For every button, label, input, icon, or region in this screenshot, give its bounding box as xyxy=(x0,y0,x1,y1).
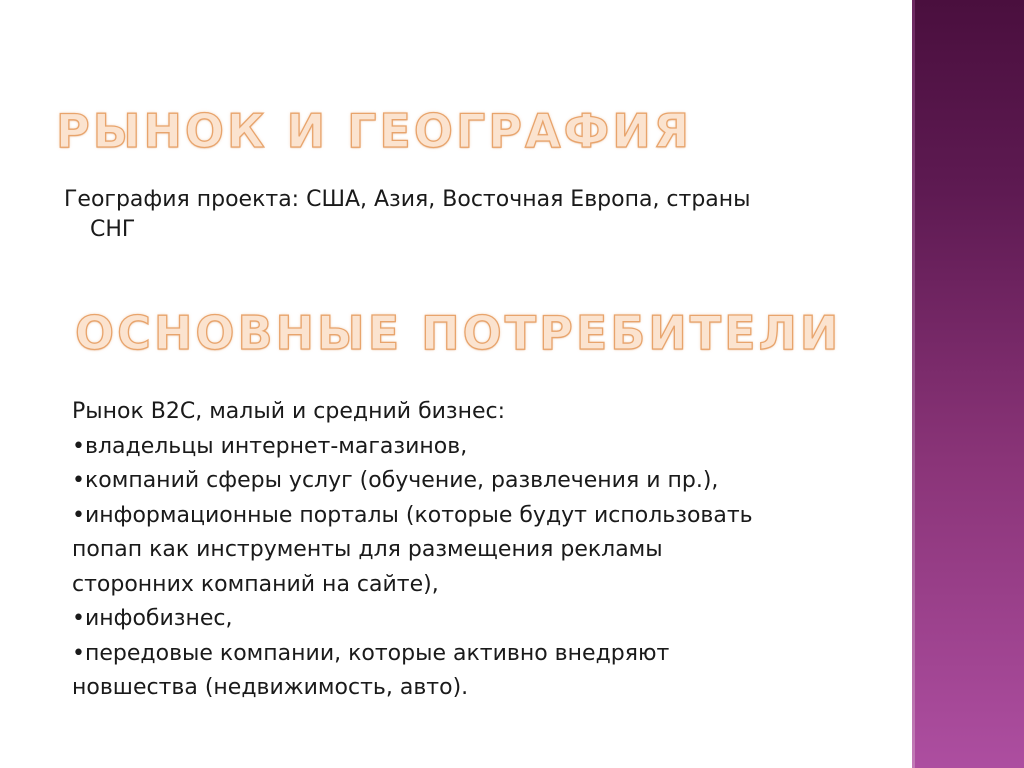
consumers-item: •передовые компании, которые активно внедряют xyxy=(72,640,670,666)
consumers-item-continuation: новшества (недвижимость, авто). xyxy=(72,675,469,700)
consumers-item-continuation: попап как инструменты для размещения рекламы xyxy=(72,537,663,562)
consumers-item-continuation: сторонних компаний на сайте), xyxy=(72,571,439,597)
consumers-item: •компаний сферы услуг (обучение, развлечения и пр.), xyxy=(72,468,719,493)
consumers-list xyxy=(72,395,902,706)
consumers-item: •владельцы интернет-магазинов, xyxy=(72,433,468,459)
side-band-edge xyxy=(912,0,915,768)
consumers-item: •инфобизнес, xyxy=(72,606,233,631)
heading-market-geography: РЫНОК И ГЕОГРАФИЯ xyxy=(56,104,693,158)
geography-line-2: СНГ xyxy=(90,217,136,242)
geography-paragraph xyxy=(64,185,864,245)
consumers-item: •информационные порталы (которые будут использовать xyxy=(72,502,753,528)
decorative-side-band xyxy=(912,0,1024,768)
consumers-intro: Рынок B2C, малый и средний бизнес: xyxy=(72,399,506,424)
geography-line-1: География проекта: США, Азия, Восточная Европа, страны xyxy=(64,187,751,212)
heading-main-consumers: ОСНОВНЫЕ ПОТРЕБИТЕЛИ xyxy=(75,306,842,360)
